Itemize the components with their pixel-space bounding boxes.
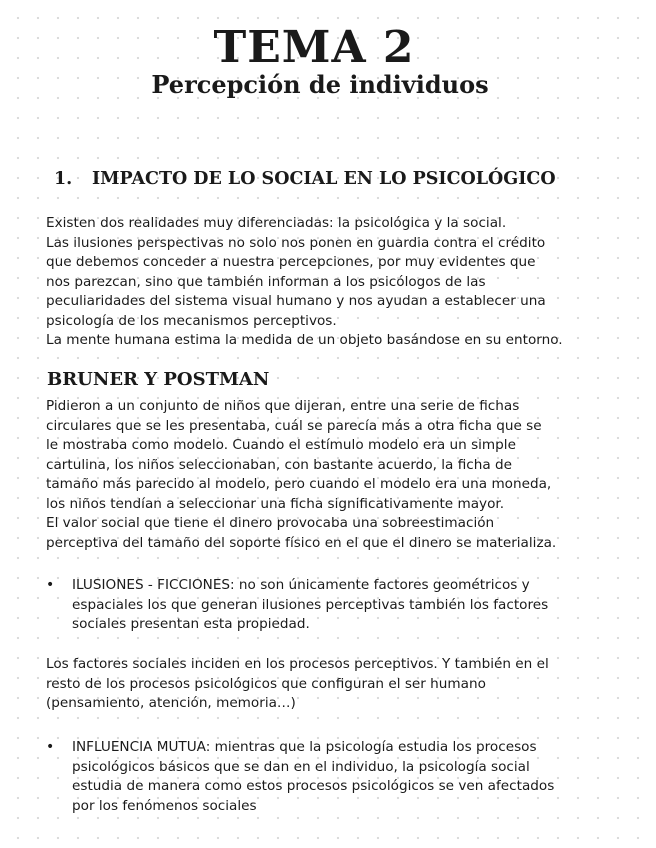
section-heading	[54, 166, 556, 192]
text-line: psicología de los mecanismos perceptivos.	[46, 312, 337, 329]
text-line: ILUSIONES - FICCIONES: no son únicamente factores geométricos y	[72, 577, 530, 593]
text-line: nos parezcan, sino que también informan a los psicólogos de las	[46, 273, 486, 290]
text-line: los niños tendían a seleccionar una ficha significativamente mayor.	[46, 495, 505, 512]
text-line: (pensamiento, atención, memoria…)	[46, 695, 296, 711]
page-title: TEMA 2	[213, 22, 415, 73]
text-line: Pidieron a un conjunto de niños que dijeran, entre una serie de fichas	[46, 398, 520, 414]
bullet-text	[72, 738, 612, 816]
bullet-text	[72, 576, 612, 635]
bullet-marker: •	[46, 577, 55, 593]
text-line: circulares que se les presentaba, cuál se parecía más a otra ficha que se	[46, 417, 542, 434]
text-line: La mente humana estima la medida de un objeto basándose en su entorno.	[46, 332, 563, 348]
text-line: El valor social que tiene el dinero provocaba una sobreestimación	[46, 515, 495, 531]
text-line: perceptiva del tamaño del soporte físico en el que el dinero se materializa.	[46, 534, 557, 551]
text-line: psicológicos básicos que se dan en el individuo, la psicología social	[72, 758, 530, 775]
factores-paragraph	[46, 655, 612, 714]
text-line: sociales presentan esta propiedad.	[72, 616, 310, 632]
text-line: Los factores sociales inciden en los procesos perceptivos. Y también en el	[46, 656, 549, 672]
bruner-paragraph	[46, 397, 612, 553]
text-line: cartulina, los niños seleccionaban, con bastante acuerdo, la ficha de	[46, 456, 512, 473]
text-line: peculiaridades del sistema visual humano y nos ayudan a establecer una	[46, 293, 546, 309]
section-number: 1.	[54, 169, 73, 189]
text-line: le mostraba como modelo. Cuando el estímulo modelo era un simple	[46, 437, 516, 453]
intro-paragraph	[46, 214, 612, 351]
text-line: por los fenómenos sociales	[72, 797, 257, 814]
text-line: Las ilusiones perspectivas no solo nos ponen en guardia contra el crédito	[46, 234, 546, 251]
section-title-text: IMPACTO DE LO SOCIAL EN LO PSICOLÓGICO	[92, 169, 556, 189]
text-line: espaciales los que generan ilusiones perceptivas también los factores	[72, 596, 549, 613]
bullet-marker: •	[46, 739, 55, 755]
text-line: INFLUENCIA MUTUA: mientras que la psicología estudia los procesos	[72, 739, 537, 755]
page-subtitle: Percepción de individuos	[151, 70, 489, 99]
text-line: resto de los procesos psicológicos que configuran el ser humano	[46, 675, 486, 692]
text-line: Existen dos realidades muy diferenciadas: la psicológica y la social.	[46, 215, 507, 231]
text-line: tamaño más parecido al modelo, pero cuando el modelo era una moneda,	[46, 476, 552, 492]
text-line: que debemos conceder a nuestra percepciones, por muy evidentes que	[46, 254, 536, 270]
bruner-postman-heading: BRUNER Y POSTMAN	[47, 369, 270, 390]
text-line: estudia de manera como estos procesos psicológicos se ven afectados	[72, 778, 555, 794]
